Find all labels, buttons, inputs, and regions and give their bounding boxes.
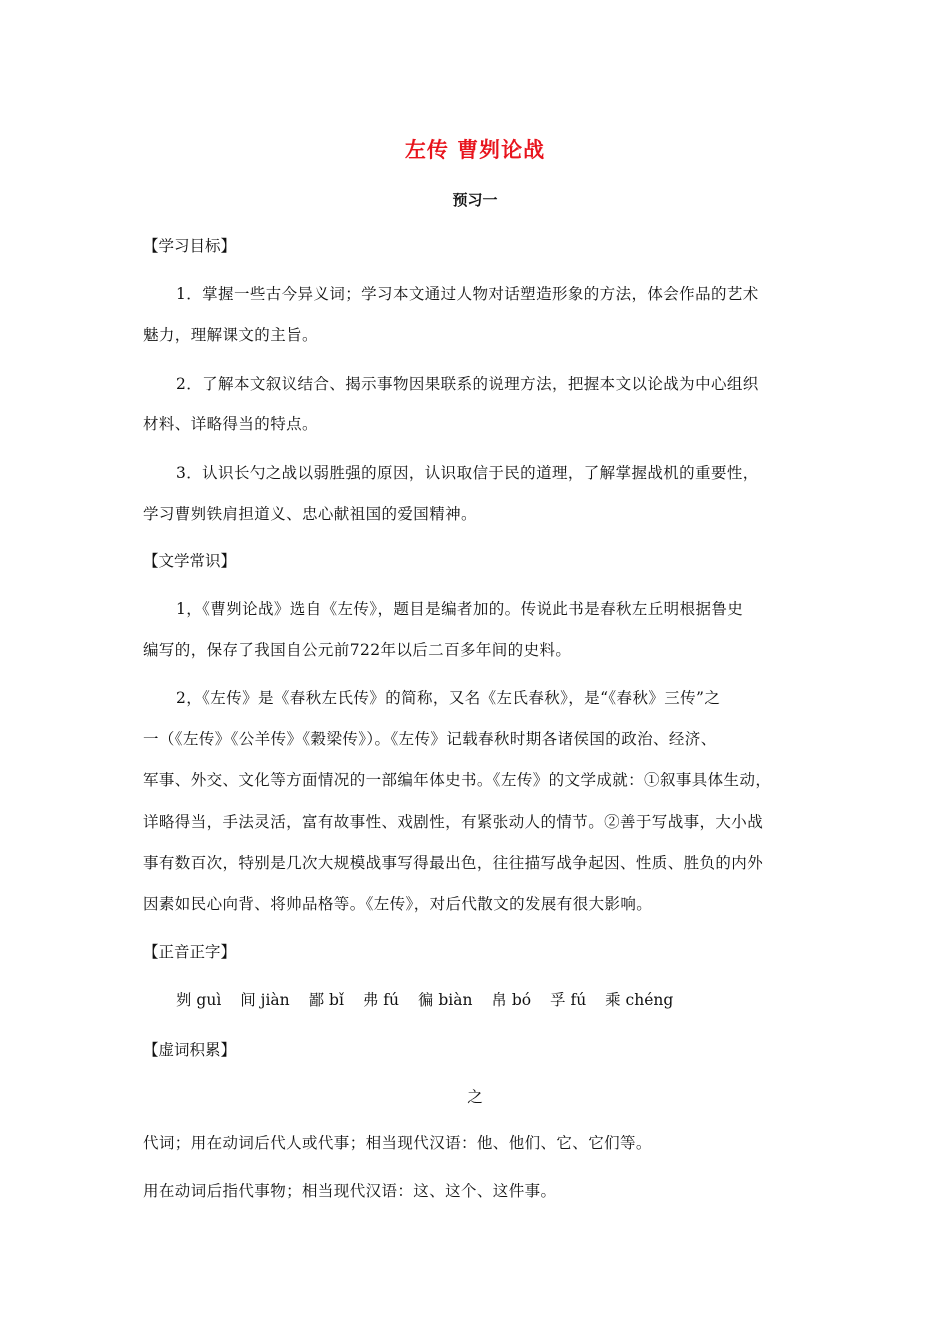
pronunciation-item: 鄙 bǐ — [308, 991, 344, 1009]
section-heading-pronunciation: 【正音正字】 — [143, 943, 237, 961]
function-word-line: 用在动词后指代事物；相当现代汉语：这、这个、这件事。 — [143, 1182, 557, 1200]
function-word-line: 代词；用在动词后代人或代事；相当现代汉语：他、他们、它、它们等。 — [143, 1134, 652, 1152]
pronunciation-item: 乘 chéng — [605, 991, 674, 1009]
literature-line: 一（《左传》《公羊传》《穀梁传》）。《左传》记载春秋时期各诸侯国的政治、经济、 — [143, 730, 717, 748]
goals-line: 3．认识长勺之战以弱胜强的原因，认识取信于民的道理，了解掌握战机的重要性， — [176, 464, 759, 482]
document-subtitle: 预习一 — [452, 191, 498, 209]
literature-line: 2，《左传》是《春秋左氏传》的简称，又名《左氏春秋》，是“《春秋》三传”之 — [176, 689, 721, 707]
literature-line: 事有数百次，特别是几次大规模战事写得最出色，往往描写战争起因、性质、胜负的内外 — [143, 854, 764, 872]
literature-line: 因素如民心向背、将帅品格等。《左传》，对后代散文的发展有很大影响。 — [143, 895, 653, 913]
goals-line: 魅力，理解课文的主旨。 — [143, 326, 318, 344]
document-title: 左传 曹刿论战 — [404, 138, 546, 162]
pronunciation-item: 弗 fú — [362, 991, 399, 1009]
pronunciation-list — [176, 990, 687, 1010]
literature-line: 1，《曹刿论战》选自《左传》，题目是编者加的。传说此书是春秋左丘明根据鲁史 — [176, 600, 744, 618]
goals-line: 1．掌握一些古今异义词；学习本文通过人物对话塑造形象的方法，体会作品的艺术 — [176, 285, 759, 303]
goals-line: 材料、详略得当的特点。 — [143, 415, 318, 433]
section-heading-function-words: 【虚词积累】 — [143, 1041, 237, 1059]
goals-line: 2．了解本文叙议结合、揭示事物因果联系的说理方法，把握本文以论战为中心组织 — [176, 375, 759, 393]
section-heading-goals: 【学习目标】 — [143, 237, 237, 255]
literature-line: 详略得当，手法灵活，富有故事性、戏剧性，有紧张动人的情节。②善于写战事，大小战 — [143, 813, 764, 831]
section-heading-literature: 【文学常识】 — [143, 552, 237, 570]
pronunciation-item: 刿 guì — [176, 991, 222, 1009]
pronunciation-item: 孚 fú — [550, 991, 587, 1009]
pronunciation-item: 间 jiàn — [240, 991, 290, 1009]
pronunciation-item: 徧 biàn — [417, 991, 473, 1009]
function-word-character: 之 — [467, 1088, 483, 1106]
goals-line: 学习曹刿铁肩担道义、忠心献祖国的爱国精神。 — [143, 505, 477, 523]
pronunciation-item: 帛 bó — [491, 991, 532, 1009]
literature-line: 军事、外交、文化等方面情况的一部编年体史书。《左传》的文学成就：①叙事具体生动， — [143, 771, 772, 789]
literature-line: 编写的，保存了我国自公元前722年以后二百多年间的史料。 — [143, 641, 572, 659]
